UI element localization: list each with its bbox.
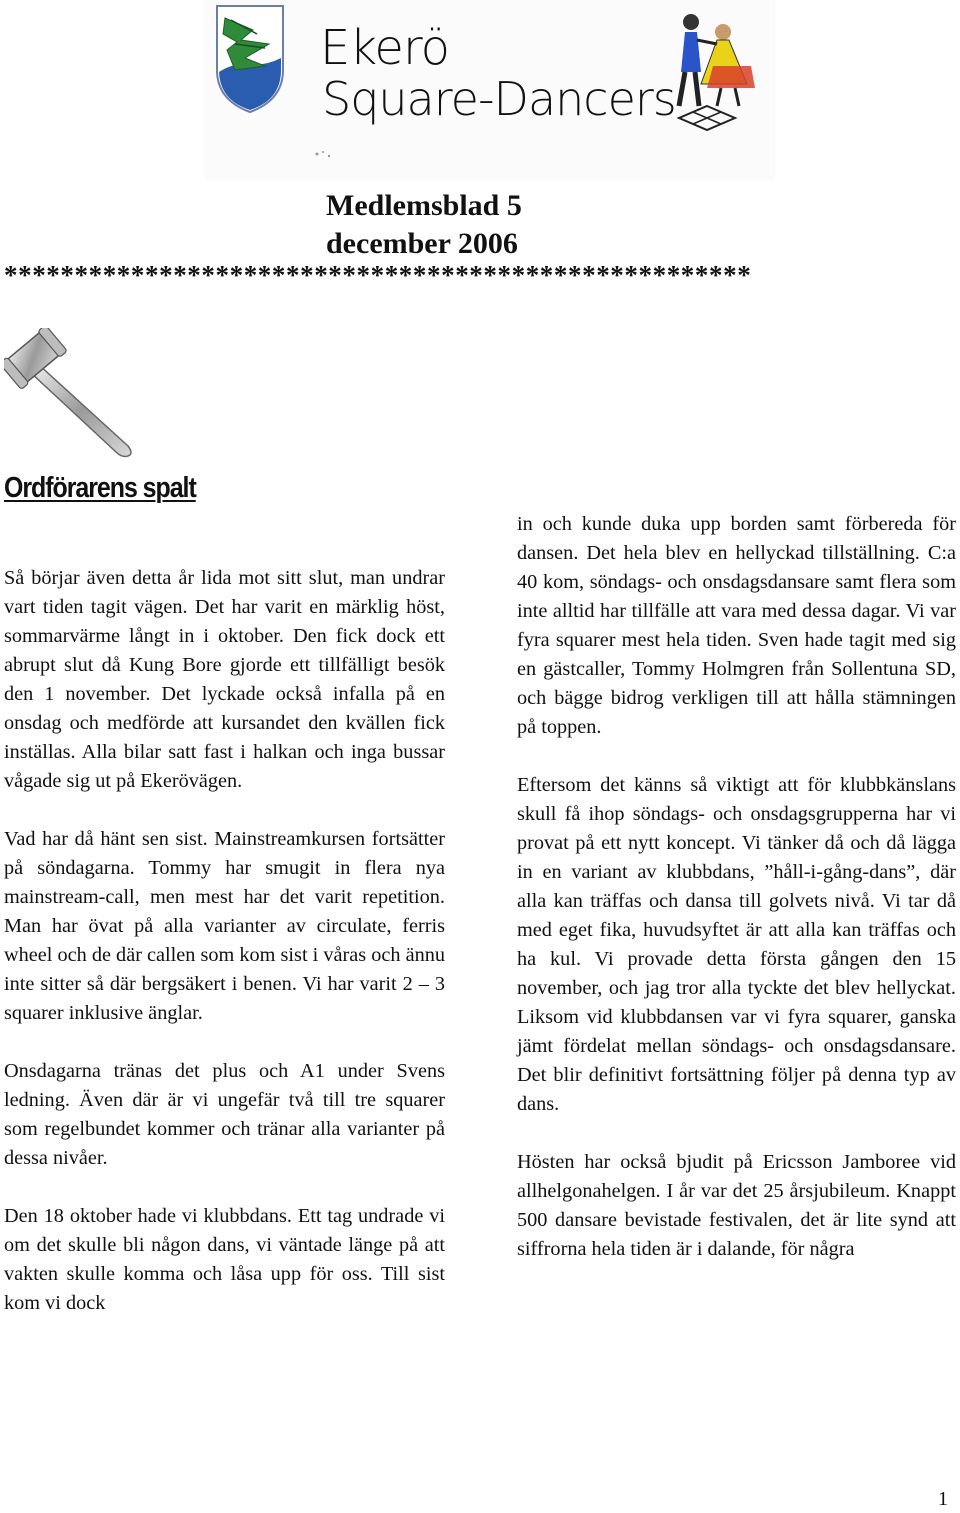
logo-wordmark-line-1: Ekerö bbox=[320, 20, 449, 76]
paragraph: Så börjar även detta år lida mot sitt slut, man undrar vart tiden tagit vägen. Det har varit en märklig höst, sommarvärme långt in i oktober. Den fick dock ett abrupt slut då Kung Bore gjorde ett tillfälligt besök den 1 november. Det lyckade också infalla på en onsdag och medförde att kursandet den kvällen fick inställas. Alla bilar satt fast i halkan och inga bussar vågade sig ut på Ekerövägen. bbox=[4, 567, 445, 792]
paragraph: Vad har då hänt sen sist. Mainstreamkursen fortsätter på söndagarna. Tommy har smugit in flera nya mainstream-call, men mest har det varit repetition. Man har övat på alla varianter av circulate, ferris wheel och de där callen som kom sist i våras och ännu inte sitter så där bergsäkert i benen. Vi har varit 2 – 3 squarer inklusive änglar. bbox=[4, 828, 445, 1024]
logo-wordmark-line-2: Square-Dancers bbox=[322, 72, 676, 126]
paragraph: Onsdagarna tränas det plus och A1 under Svens ledning. Även där är vi ungefär två till tre squarer som regelbundet kommer och tränar alla varianter på dessa nivåer. bbox=[4, 1060, 445, 1169]
paragraph: in och kunde duka upp borden samt förbereda för dansen. Det hela blev en hellyckad tillställning. C:a 40 kom, söndags- och onsdagsdansare samt flera som inte alltid har tillfälle att vara med dessa dagar. Vi var fyra squarer mest hela tiden. Sven hade tagit med sig en gästcaller, Tommy Holmgren från Sollentuna SD, och bägge bidrog verkligen till att hålla stämningen på toppen. bbox=[517, 513, 956, 738]
gavel-icon bbox=[4, 328, 140, 460]
newsletter-title: Medlemsblad 5 bbox=[326, 189, 522, 222]
left-column bbox=[4, 564, 445, 1318]
paragraph: Eftersom det känns så viktigt att för klubbkänslans skull få ihop söndags- och onsdagsgrupperna har vi provat på ett nytt koncept. Vi tänker då och då lägga in en variant av klubbdans, ”håll-i-gång-dans”, där alla kan träffas och dansa till golvets nivå. Vi tar då med eget fika, huvudsyftet är att alla kan träffas och ha kul. Vi provade detta första gången den 15 november, och jag tror alla tyckte det blev hellyckat. Liksom vid klubbdansen var vi fyra squarer, ganska jämt fördelat mellan söndags- och onsdagsdansare. Det blir definitivt fortsättning följer på denna typ av dans. bbox=[517, 774, 956, 1115]
right-column bbox=[517, 510, 956, 1264]
page-number: 1 bbox=[938, 1488, 948, 1510]
municipal-crest-icon bbox=[217, 6, 283, 112]
paragraph: Hösten har också bjudit på Ericsson Jamboree vid allhelgonahelgen. I år var det 25 årsjubileum. Knappt 500 dansare bevistade festivalen, det är lite synd att siffrorna hela tiden är i dalande, för några bbox=[517, 1151, 956, 1260]
paragraph: Den 18 oktober hade vi klubbdans. Ett tag undrade vi om det skulle bli någon dans, vi väntade länge på att vakten skulle komma och låsa upp för oss. Till sist kom vi dock bbox=[4, 1205, 445, 1314]
newsletter-date: december 2006 bbox=[326, 227, 518, 260]
star-divider: ***************************************************** bbox=[4, 260, 752, 290]
section-heading: Ordförarens spalt bbox=[4, 472, 196, 504]
